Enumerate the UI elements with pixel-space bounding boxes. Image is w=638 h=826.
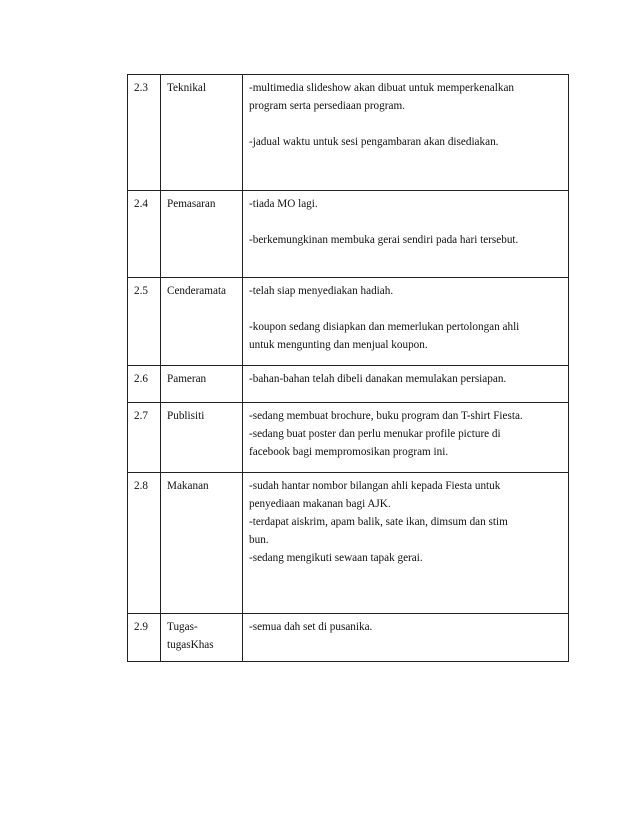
description-line: -sedang buat poster dan perlu menukar profile picture di	[249, 428, 501, 440]
description-line: -koupon sedang disiapkan dan memerlukan pertolongan ahli	[249, 321, 520, 333]
description-line: -bahan-bahan telah dibeli danakan memulakan persiapan.	[249, 373, 507, 385]
description-line: facebook bagi mempromosikan program ini.	[249, 446, 449, 458]
item-title: Pameran	[161, 366, 243, 403]
item-title-line: Tugas-	[167, 621, 198, 633]
table-row	[128, 191, 569, 278]
line-gap	[249, 115, 563, 133]
table-row	[128, 366, 569, 403]
item-description	[243, 473, 569, 614]
item-title	[161, 614, 243, 662]
description-line: program serta persediaan program.	[249, 100, 405, 112]
item-title-line: tugasKhas	[167, 639, 214, 651]
item-description	[243, 278, 569, 366]
description-line: -tiada MO lagi.	[249, 198, 318, 210]
item-number: 2.9	[128, 614, 161, 662]
description-line: -terdapat aiskrim, apam balik, sate ikan, dimsum dan stim	[249, 516, 508, 528]
item-title: Teknikal	[161, 75, 243, 191]
line-gap	[249, 213, 563, 231]
item-number: 2.4	[128, 191, 161, 278]
description-line: bun.	[249, 534, 269, 546]
item-number: 2.8	[128, 473, 161, 614]
table-row	[128, 278, 569, 366]
item-description	[243, 75, 569, 191]
item-number: 2.5	[128, 278, 161, 366]
item-number: 2.7	[128, 403, 161, 473]
table-row	[128, 403, 569, 473]
description-line: -sudah hantar nombor bilangan ahli kepada Fiesta untuk	[249, 480, 501, 492]
description-line: -sedang mengikuti sewaan tapak gerai.	[249, 552, 423, 564]
item-description	[243, 614, 569, 662]
description-line: -semua dah set di pusanika.	[249, 621, 373, 633]
table-row	[128, 75, 569, 191]
item-title: Publisiti	[161, 403, 243, 473]
description-line: untuk mengunting dan menjual koupon.	[249, 339, 428, 351]
description-line: -berkemungkinan membuka gerai sendiri pada hari tersebut.	[249, 234, 519, 246]
item-title: Pemasaran	[161, 191, 243, 278]
description-line: penyediaan makanan bagi AJK.	[249, 498, 391, 510]
item-title: Makanan	[161, 473, 243, 614]
item-description	[243, 403, 569, 473]
item-description	[243, 191, 569, 278]
item-number: 2.3	[128, 75, 161, 191]
description-line: -multimedia slideshow akan dibuat untuk memperkenalkan	[249, 82, 515, 94]
description-line: -sedang membuat brochure, buku program dan T-shirt Fiesta.	[249, 410, 523, 422]
meeting-minutes-table	[127, 74, 569, 662]
line-gap	[249, 300, 563, 318]
item-description	[243, 366, 569, 403]
description-line: -jadual waktu untuk sesi pengambaran akan disediakan.	[249, 136, 499, 148]
item-number: 2.6	[128, 366, 161, 403]
table-row	[128, 473, 569, 614]
item-title: Cenderamata	[161, 278, 243, 366]
table-row	[128, 614, 569, 662]
description-line: -telah siap menyediakan hadiah.	[249, 285, 394, 297]
